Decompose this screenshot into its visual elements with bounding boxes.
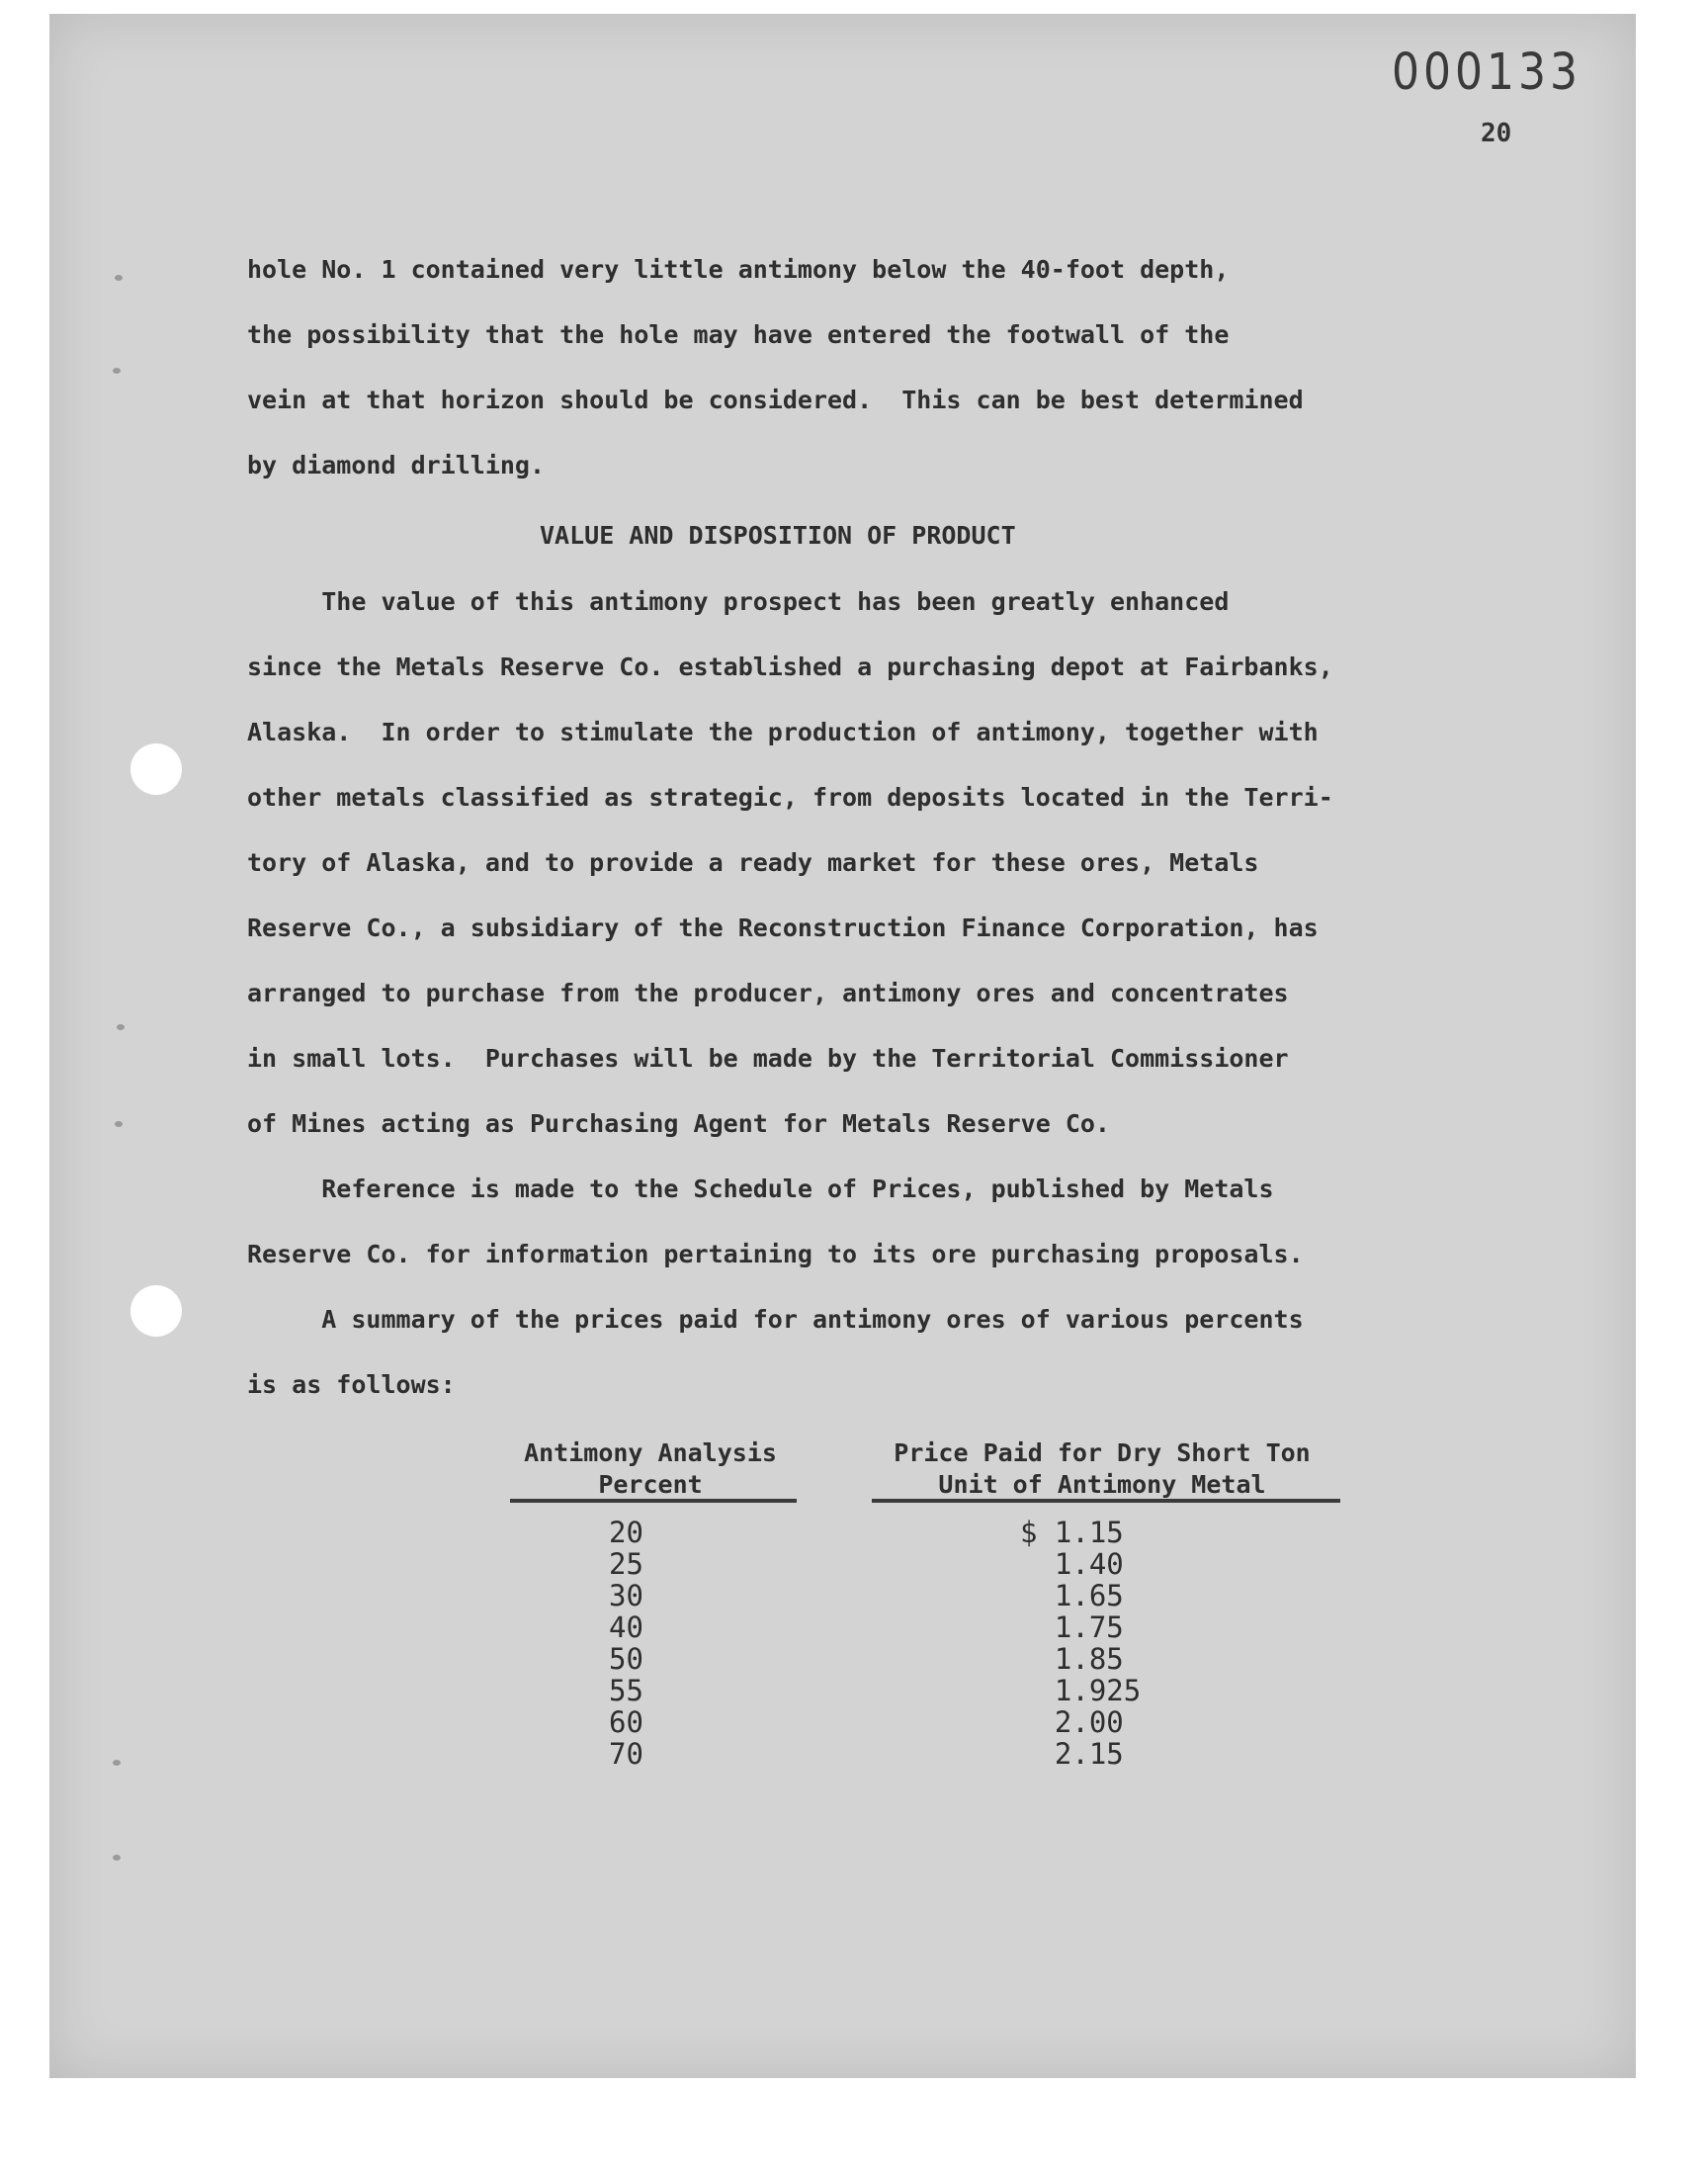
paragraph-1: [247, 255, 1473, 479]
table-header-price: [860, 1437, 1344, 1501]
table-cell: 40: [609, 1610, 643, 1644]
text-line: Reserve Co., a subsidiary of the Reconstruction Finance Corporation, has: [247, 914, 1319, 942]
text-line: Alaska. In order to stimulate the production of antimony, together with: [247, 718, 1319, 746]
table-cell: 1.75: [1020, 1610, 1124, 1644]
text-line: arranged to purchase from the producer, antimony ores and concentrates: [247, 979, 1289, 1007]
header-line: Percent: [598, 1470, 703, 1499]
text-line: since the Metals Reserve Co. established a purchasing depot at Fairbanks,: [247, 652, 1333, 681]
table-header-percent: [502, 1437, 799, 1501]
header-line: Unit of Antimony Metal: [938, 1470, 1266, 1499]
paragraph-3: [247, 1174, 1473, 1268]
text-line: by diamond drilling.: [247, 451, 546, 479]
text-line: A summary of the prices paid for antimony ores of various percents: [247, 1305, 1304, 1334]
table-cell: 60: [609, 1705, 643, 1739]
text-line: tory of Alaska, and to provide a ready market for these ores, Metals: [247, 848, 1259, 877]
table-cell: 1.85: [1020, 1642, 1124, 1676]
section-heading: VALUE AND DISPOSITION OF PRODUCT: [540, 521, 1016, 550]
table-cell: 1.65: [1020, 1579, 1124, 1612]
text-line: hole No. 1 contained very little antimony below the 40-foot depth,: [247, 255, 1230, 284]
text-line: the possibility that the hole may have entered the footwall of the: [247, 320, 1230, 349]
text-line: other metals classified as strategic, from deposits located in the Terri-: [247, 783, 1333, 812]
text-line: Reference is made to the Schedule of Prices, published by Metals: [247, 1174, 1274, 1203]
text-line: Reserve Co. for information pertaining to its ore purchasing proposals.: [247, 1240, 1304, 1268]
table-header-rule: [872, 1499, 1340, 1503]
page-number: 20: [1481, 119, 1512, 148]
table-cell: 55: [609, 1674, 643, 1707]
table-cell: 1.40: [1020, 1547, 1124, 1581]
punch-hole-bottom: [130, 1285, 182, 1337]
text-line: is as follows:: [247, 1370, 456, 1399]
table-column-price: [1020, 1517, 1141, 1770]
paragraph-4: [247, 1305, 1473, 1399]
paper-speck: [117, 1024, 125, 1030]
paragraph-2: [247, 587, 1473, 1138]
header-line: Price Paid for Dry Short Ton: [894, 1438, 1311, 1467]
text-line: The value of this antimony prospect has been greatly enhanced: [247, 587, 1230, 616]
table-column-percent: [609, 1517, 643, 1770]
table-header-rule: [510, 1499, 797, 1503]
paper-speck: [113, 1855, 121, 1861]
table-cell: $ 1.15: [1020, 1516, 1124, 1549]
table-cell: 50: [609, 1642, 643, 1676]
header-line: Antimony Analysis: [524, 1438, 777, 1467]
table-cell: 30: [609, 1579, 643, 1612]
paper-speck: [113, 368, 121, 374]
table-cell: 2.00: [1020, 1705, 1124, 1739]
paper-speck: [113, 1760, 121, 1766]
text-line: of Mines acting as Purchasing Agent for Metals Reserve Co.: [247, 1109, 1110, 1138]
document-stamp-number: 000133: [1392, 44, 1581, 102]
punch-hole-top: [130, 743, 182, 795]
text-line: in small lots. Purchases will be made by the Territorial Commissioner: [247, 1044, 1289, 1073]
table-cell: 20: [609, 1516, 643, 1549]
table-cell: 1.925: [1020, 1674, 1142, 1707]
table-cell: 70: [609, 1737, 643, 1771]
table-cell: 25: [609, 1547, 643, 1581]
paper-speck: [115, 1121, 123, 1127]
table-cell: 2.15: [1020, 1737, 1124, 1771]
paper-speck: [115, 275, 123, 281]
text-line: vein at that horizon should be considered. This can be best determined: [247, 386, 1304, 414]
